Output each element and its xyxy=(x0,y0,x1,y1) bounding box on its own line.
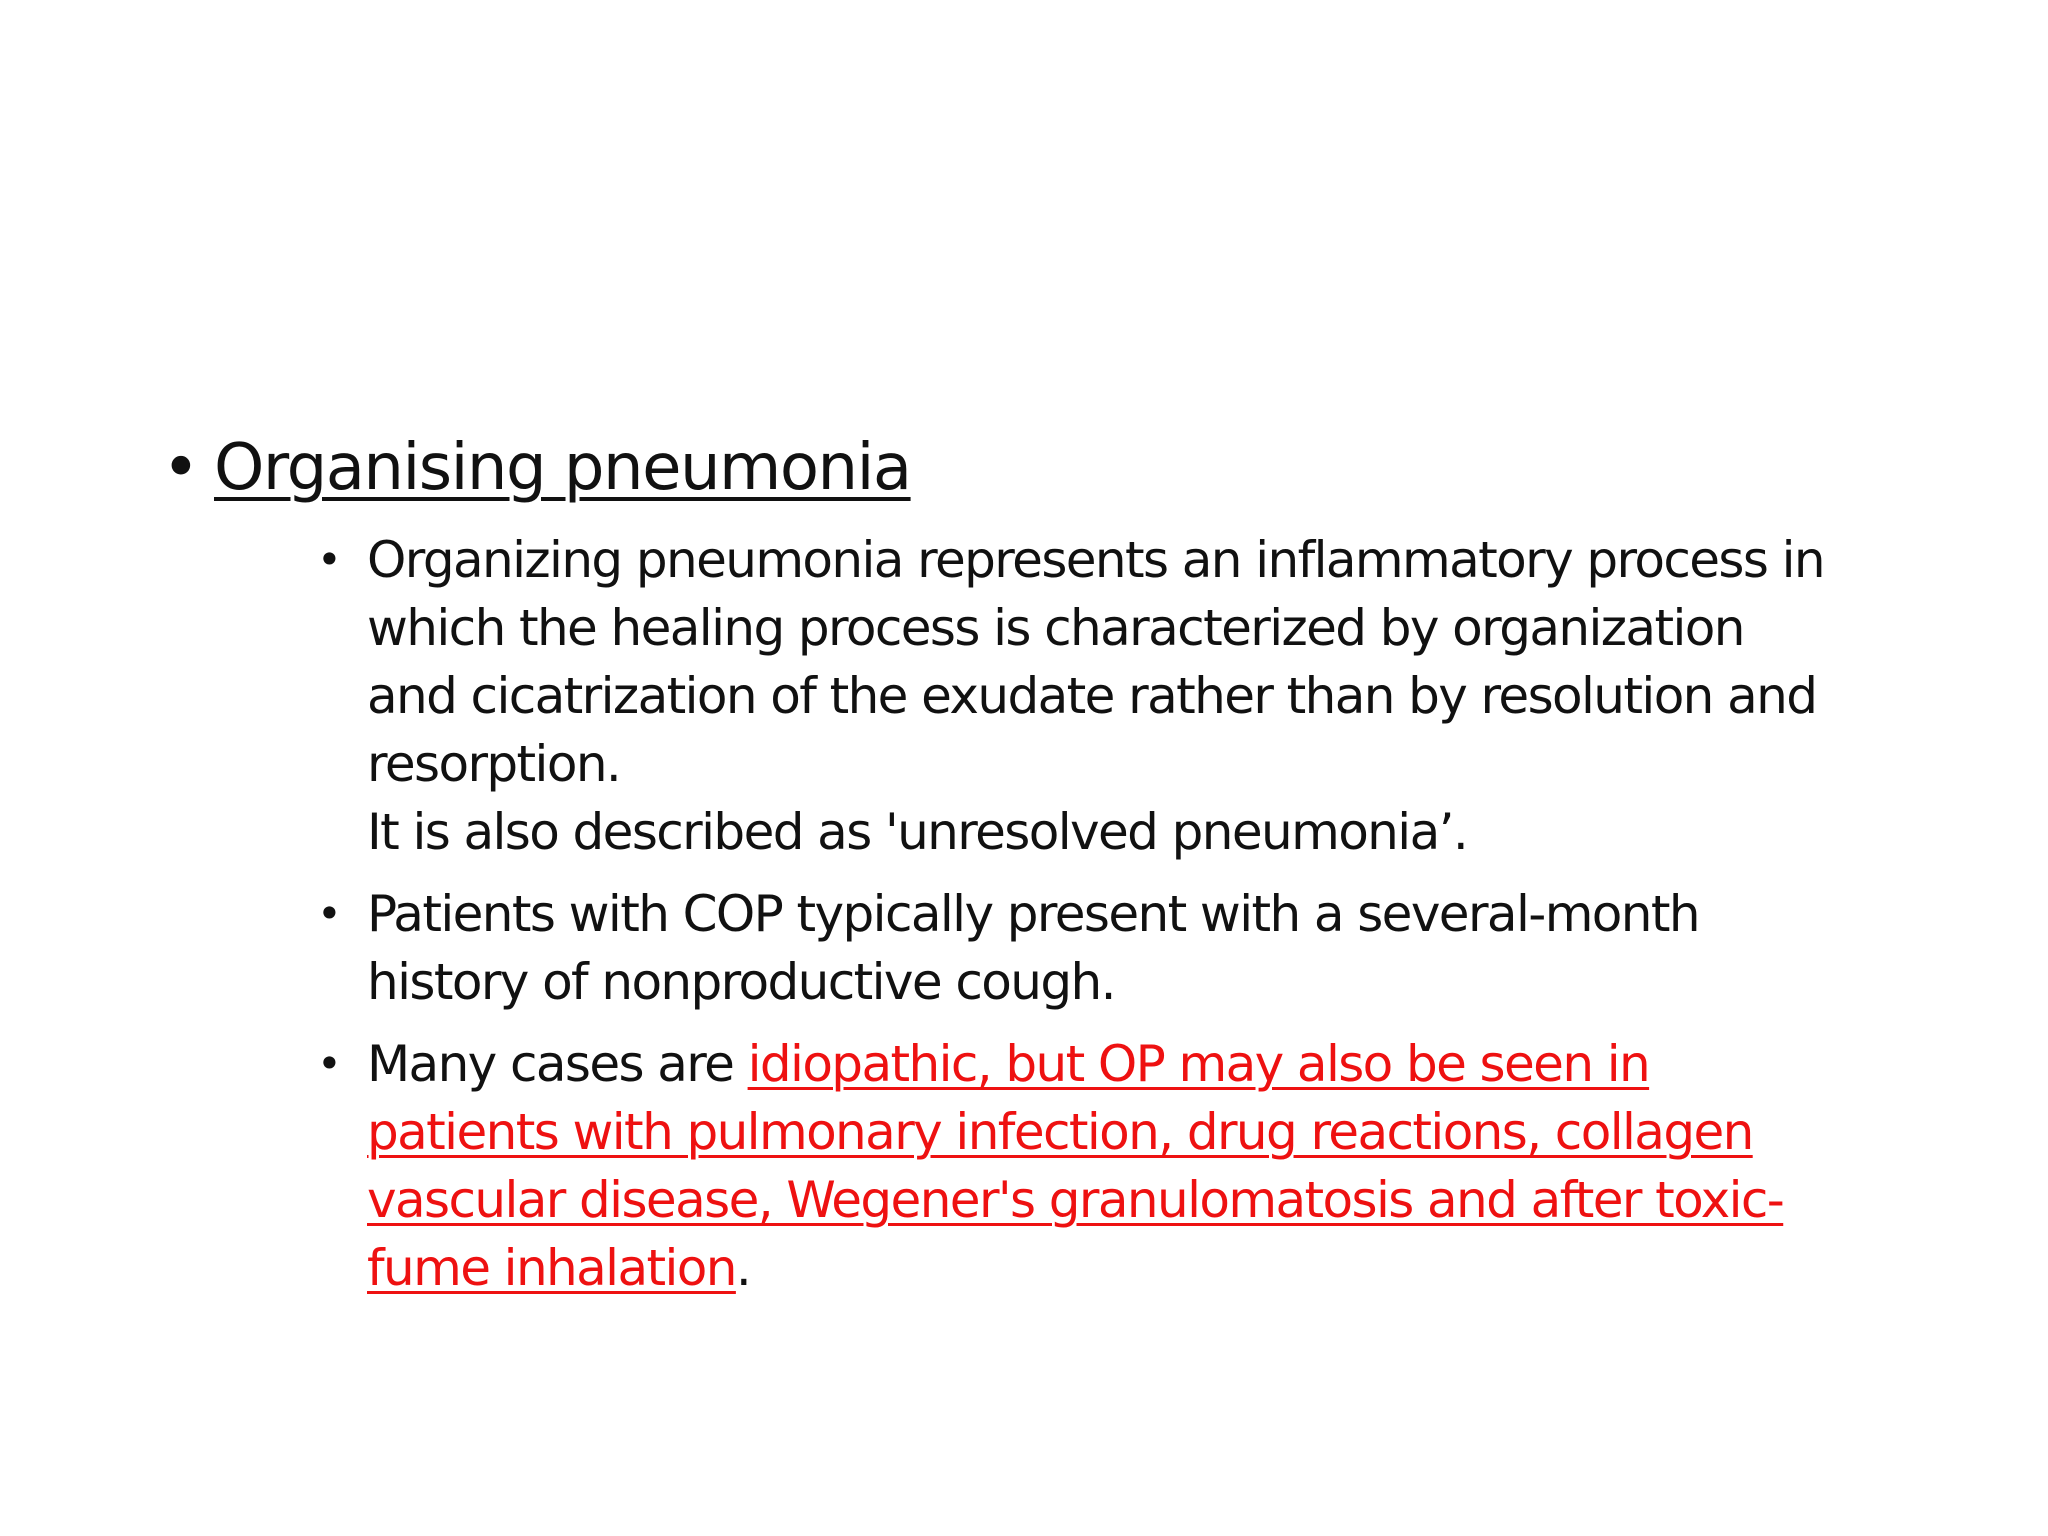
text-line xyxy=(367,1166,1787,1234)
text-line: resorption. xyxy=(367,735,621,793)
text-line xyxy=(367,1098,1787,1166)
text-line: and cicatrization of the exudate rather than by resolution and xyxy=(367,667,1817,725)
causes-prefix: Many cases are xyxy=(367,1035,748,1093)
slide-content xyxy=(162,420,1882,1316)
list-item-presentation xyxy=(317,880,1787,1016)
bullet-icon: • xyxy=(317,1039,342,1088)
causes-link-line[interactable]: patients with pulmonary infection, drug reactions, collagen xyxy=(367,1103,1753,1161)
bullet-icon: • xyxy=(317,535,342,584)
causes-link-line[interactable]: vascular disease, Wegener's granulomatosis and after toxic- xyxy=(367,1171,1784,1229)
bullet-icon: • xyxy=(162,431,200,505)
sub-bullet-list xyxy=(162,526,1882,1302)
causes-link-line[interactable]: idiopathic, but OP may also be seen in xyxy=(747,1035,1650,1093)
text-line: Patients with COP typically present with a several-month xyxy=(367,885,1699,943)
text-line xyxy=(367,1234,1787,1302)
text-line xyxy=(367,1030,1787,1098)
text-line: which the healing process is characterized by organization xyxy=(367,599,1744,657)
bullet-icon: • xyxy=(317,889,342,938)
list-item-definition xyxy=(317,526,1825,866)
text-line: history of nonproductive cough. xyxy=(367,953,1115,1011)
heading-bullet-item xyxy=(162,420,1882,516)
causes-suffix: . xyxy=(735,1239,751,1297)
text-line: Organizing pneumonia represents an inflammatory process in xyxy=(367,531,1825,589)
text-line: It is also described as 'unresolved pneumonia’. xyxy=(367,803,1468,861)
list-item-causes xyxy=(317,1030,1787,1302)
causes-link-line[interactable]: fume inhalation xyxy=(367,1239,736,1297)
slide-heading[interactable]: Organising pneumonia xyxy=(214,431,911,505)
